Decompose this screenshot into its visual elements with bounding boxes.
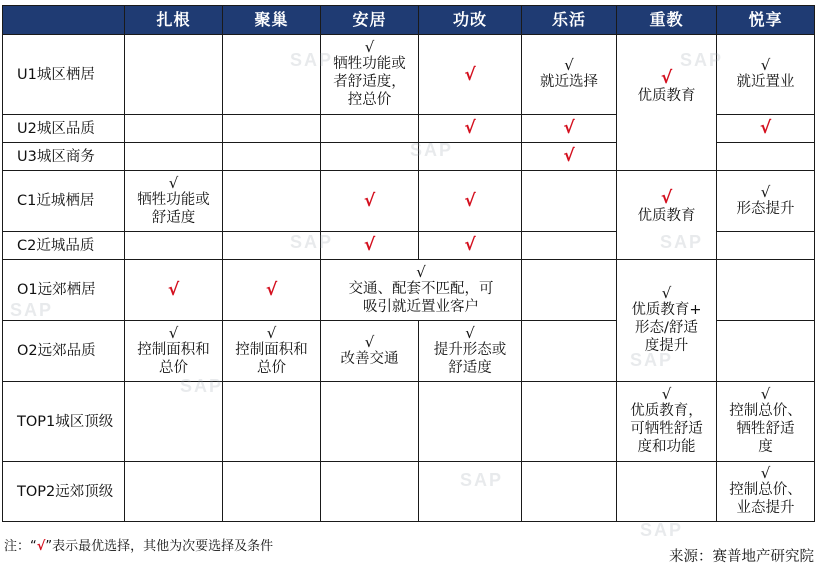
table-cell (617, 171, 717, 260)
col-header-yuexiang: 悦享 (717, 6, 815, 35)
table-cell (522, 382, 617, 462)
check-mark: √ (168, 173, 179, 192)
table-cell (522, 462, 617, 522)
table-cell (321, 35, 419, 115)
row-label: C1近城栖居 (3, 171, 125, 232)
cell-text: 控制总价、 业态提升 (729, 482, 802, 516)
best-check-mark: √ (464, 190, 476, 211)
col-header-gonggai: 功改 (419, 6, 522, 35)
check-mark: √ (760, 182, 771, 201)
table-cell (617, 35, 717, 171)
watermark-logo: SAP (10, 300, 54, 320)
table-cell (617, 382, 717, 462)
best-check-mark: √ (464, 235, 476, 255)
footnote-text: ”表示最优选择，其他为次要选择及条件 (45, 539, 274, 554)
table-cell (522, 35, 617, 115)
table-row (3, 462, 815, 522)
cell-text: 优质教育， 可牺牲舒适 度和功能 (630, 403, 703, 455)
cell-text: 控制面积和 总价 (235, 341, 308, 376)
table-cell (617, 260, 717, 382)
table-cell (419, 35, 522, 115)
table-cell (223, 321, 321, 382)
watermark-logo: SAP (290, 232, 334, 252)
check-mark: √ (760, 464, 771, 482)
table-cell (125, 232, 223, 260)
footnote (4, 535, 273, 554)
row-label: U3城区商务 (3, 143, 125, 171)
watermark-logo: SAP (630, 350, 674, 370)
check-mark: √ (564, 56, 574, 74)
table-cell (321, 143, 419, 171)
best-check-mark: √ (265, 279, 278, 300)
table-cell (419, 232, 522, 260)
watermark-logo: SAP (180, 376, 224, 396)
table-cell (125, 171, 223, 232)
table-cell (717, 35, 815, 115)
watermark-logo: SAP (640, 520, 684, 540)
table-cell (125, 462, 223, 522)
table-cell (522, 232, 617, 260)
row-label: O1远郊栖居 (3, 260, 125, 321)
table-cell (717, 462, 815, 522)
table-cell (419, 115, 522, 143)
table-cell (522, 321, 617, 382)
table-cell (419, 143, 522, 171)
best-check-mark: √ (660, 188, 673, 208)
col-header-lehuo: 乐活 (522, 6, 617, 35)
col-header-anju: 安居 (321, 6, 419, 35)
col-header-zhongjiao: 重教 (617, 6, 717, 35)
check-mark: √ (465, 323, 475, 342)
cell-text: 牺牲功能或 者舒适度， 控总价 (333, 56, 406, 108)
row-label: O2远郊品质 (3, 321, 125, 382)
table-cell (419, 171, 522, 232)
best-check-mark: √ (363, 235, 376, 255)
table-cell (717, 171, 815, 232)
table-cell (223, 171, 321, 232)
table-cell (223, 382, 321, 462)
cell-text: 交通、配套不匹配，可 吸引就近置业客户 (348, 280, 494, 315)
best-check-mark: √ (363, 190, 376, 211)
footnote-prefix: 注：“ (4, 539, 37, 554)
table-cell (125, 382, 223, 462)
table-cell (522, 260, 617, 321)
table-cell (223, 115, 321, 143)
table-cell (717, 115, 815, 143)
table-cell (321, 321, 419, 382)
best-check-mark: √ (563, 146, 575, 166)
table-cell (321, 462, 419, 522)
table-cell (223, 462, 321, 522)
check-mark: √ (661, 284, 672, 302)
table-cell (522, 143, 617, 171)
table-cell (522, 115, 617, 143)
best-check-mark: √ (660, 68, 673, 88)
cell-text: 形态提升 (736, 200, 795, 217)
table-cell (321, 382, 419, 462)
table-cell (717, 232, 815, 260)
table-cell (321, 260, 522, 321)
table-cell (419, 321, 522, 382)
check-mark: √ (168, 323, 179, 342)
watermark-logo: SAP (460, 470, 504, 490)
cell-text: 就近选择 (540, 74, 598, 90)
check-mark: √ (661, 385, 672, 403)
watermark-logo: SAP (660, 232, 704, 252)
cell-text: 控制总价、 牺牲舒适 度 (729, 403, 802, 455)
cell-text: 提升形态或 舒适度 (433, 341, 507, 376)
best-check-mark: √ (759, 118, 772, 138)
best-check-mark: √ (167, 279, 180, 300)
cell-text: 优质教育 (637, 208, 696, 224)
table-cell (717, 260, 815, 321)
table-cell (419, 462, 522, 522)
table-cell (321, 171, 419, 232)
check-mark: √ (760, 385, 771, 403)
check-mark: √ (416, 262, 426, 281)
watermark-logo: SAP (290, 50, 334, 70)
table-cell (125, 35, 223, 115)
check-mark: √ (760, 56, 771, 74)
watermark-logo: SAP (410, 140, 454, 160)
header-row (3, 6, 815, 35)
cell-text: 控制面积和 总价 (137, 341, 210, 376)
table-cell (717, 382, 815, 462)
check-mark: √ (364, 38, 375, 56)
table-cell (125, 321, 223, 382)
best-check-mark: √ (464, 64, 476, 85)
table-row (3, 260, 815, 321)
cell-text: 牺牲功能或 舒适度 (137, 191, 210, 226)
cell-text: 改善交通 (340, 350, 399, 367)
cell-text: 优质教育 (637, 88, 696, 104)
comparison-table (2, 5, 815, 522)
best-check-mark: √ (464, 118, 476, 138)
row-label: TOP2远郊顶级 (3, 462, 125, 522)
best-check-mark: √ (36, 539, 46, 554)
table-cell (321, 115, 419, 143)
table-cell (125, 260, 223, 321)
check-mark: √ (266, 323, 277, 342)
table-cell (223, 260, 321, 321)
header-corner (3, 6, 125, 35)
table-cell (125, 115, 223, 143)
watermark-logo: SAP (680, 50, 724, 70)
table-cell (321, 232, 419, 260)
row-label: U2城区品质 (3, 115, 125, 143)
table-cell (717, 143, 815, 171)
table-row (3, 382, 815, 462)
cell-text: 优质教育+ 形态/舒适 度提升 (631, 302, 702, 354)
source-credit: 来源：赛普地产研究院 (669, 549, 814, 565)
table-cell (223, 143, 321, 171)
table-cell (419, 382, 522, 462)
row-label: C2近城品质 (3, 232, 125, 260)
row-label: U1城区栖居 (3, 35, 125, 115)
col-header-juchao: 聚巢 (223, 6, 321, 35)
table-cell (223, 232, 321, 260)
table-cell (717, 321, 815, 382)
table-cell (223, 35, 321, 115)
table-row (3, 171, 815, 232)
table-cell (125, 143, 223, 171)
table-cell (522, 171, 617, 232)
table-row (3, 35, 815, 115)
table-cell (617, 462, 717, 522)
cell-text: 就近置业 (736, 74, 795, 90)
col-header-zhagen: 扎根 (125, 6, 223, 35)
row-label: TOP1城区顶级 (3, 382, 125, 462)
best-check-mark: √ (563, 118, 575, 138)
check-mark: √ (364, 332, 375, 351)
